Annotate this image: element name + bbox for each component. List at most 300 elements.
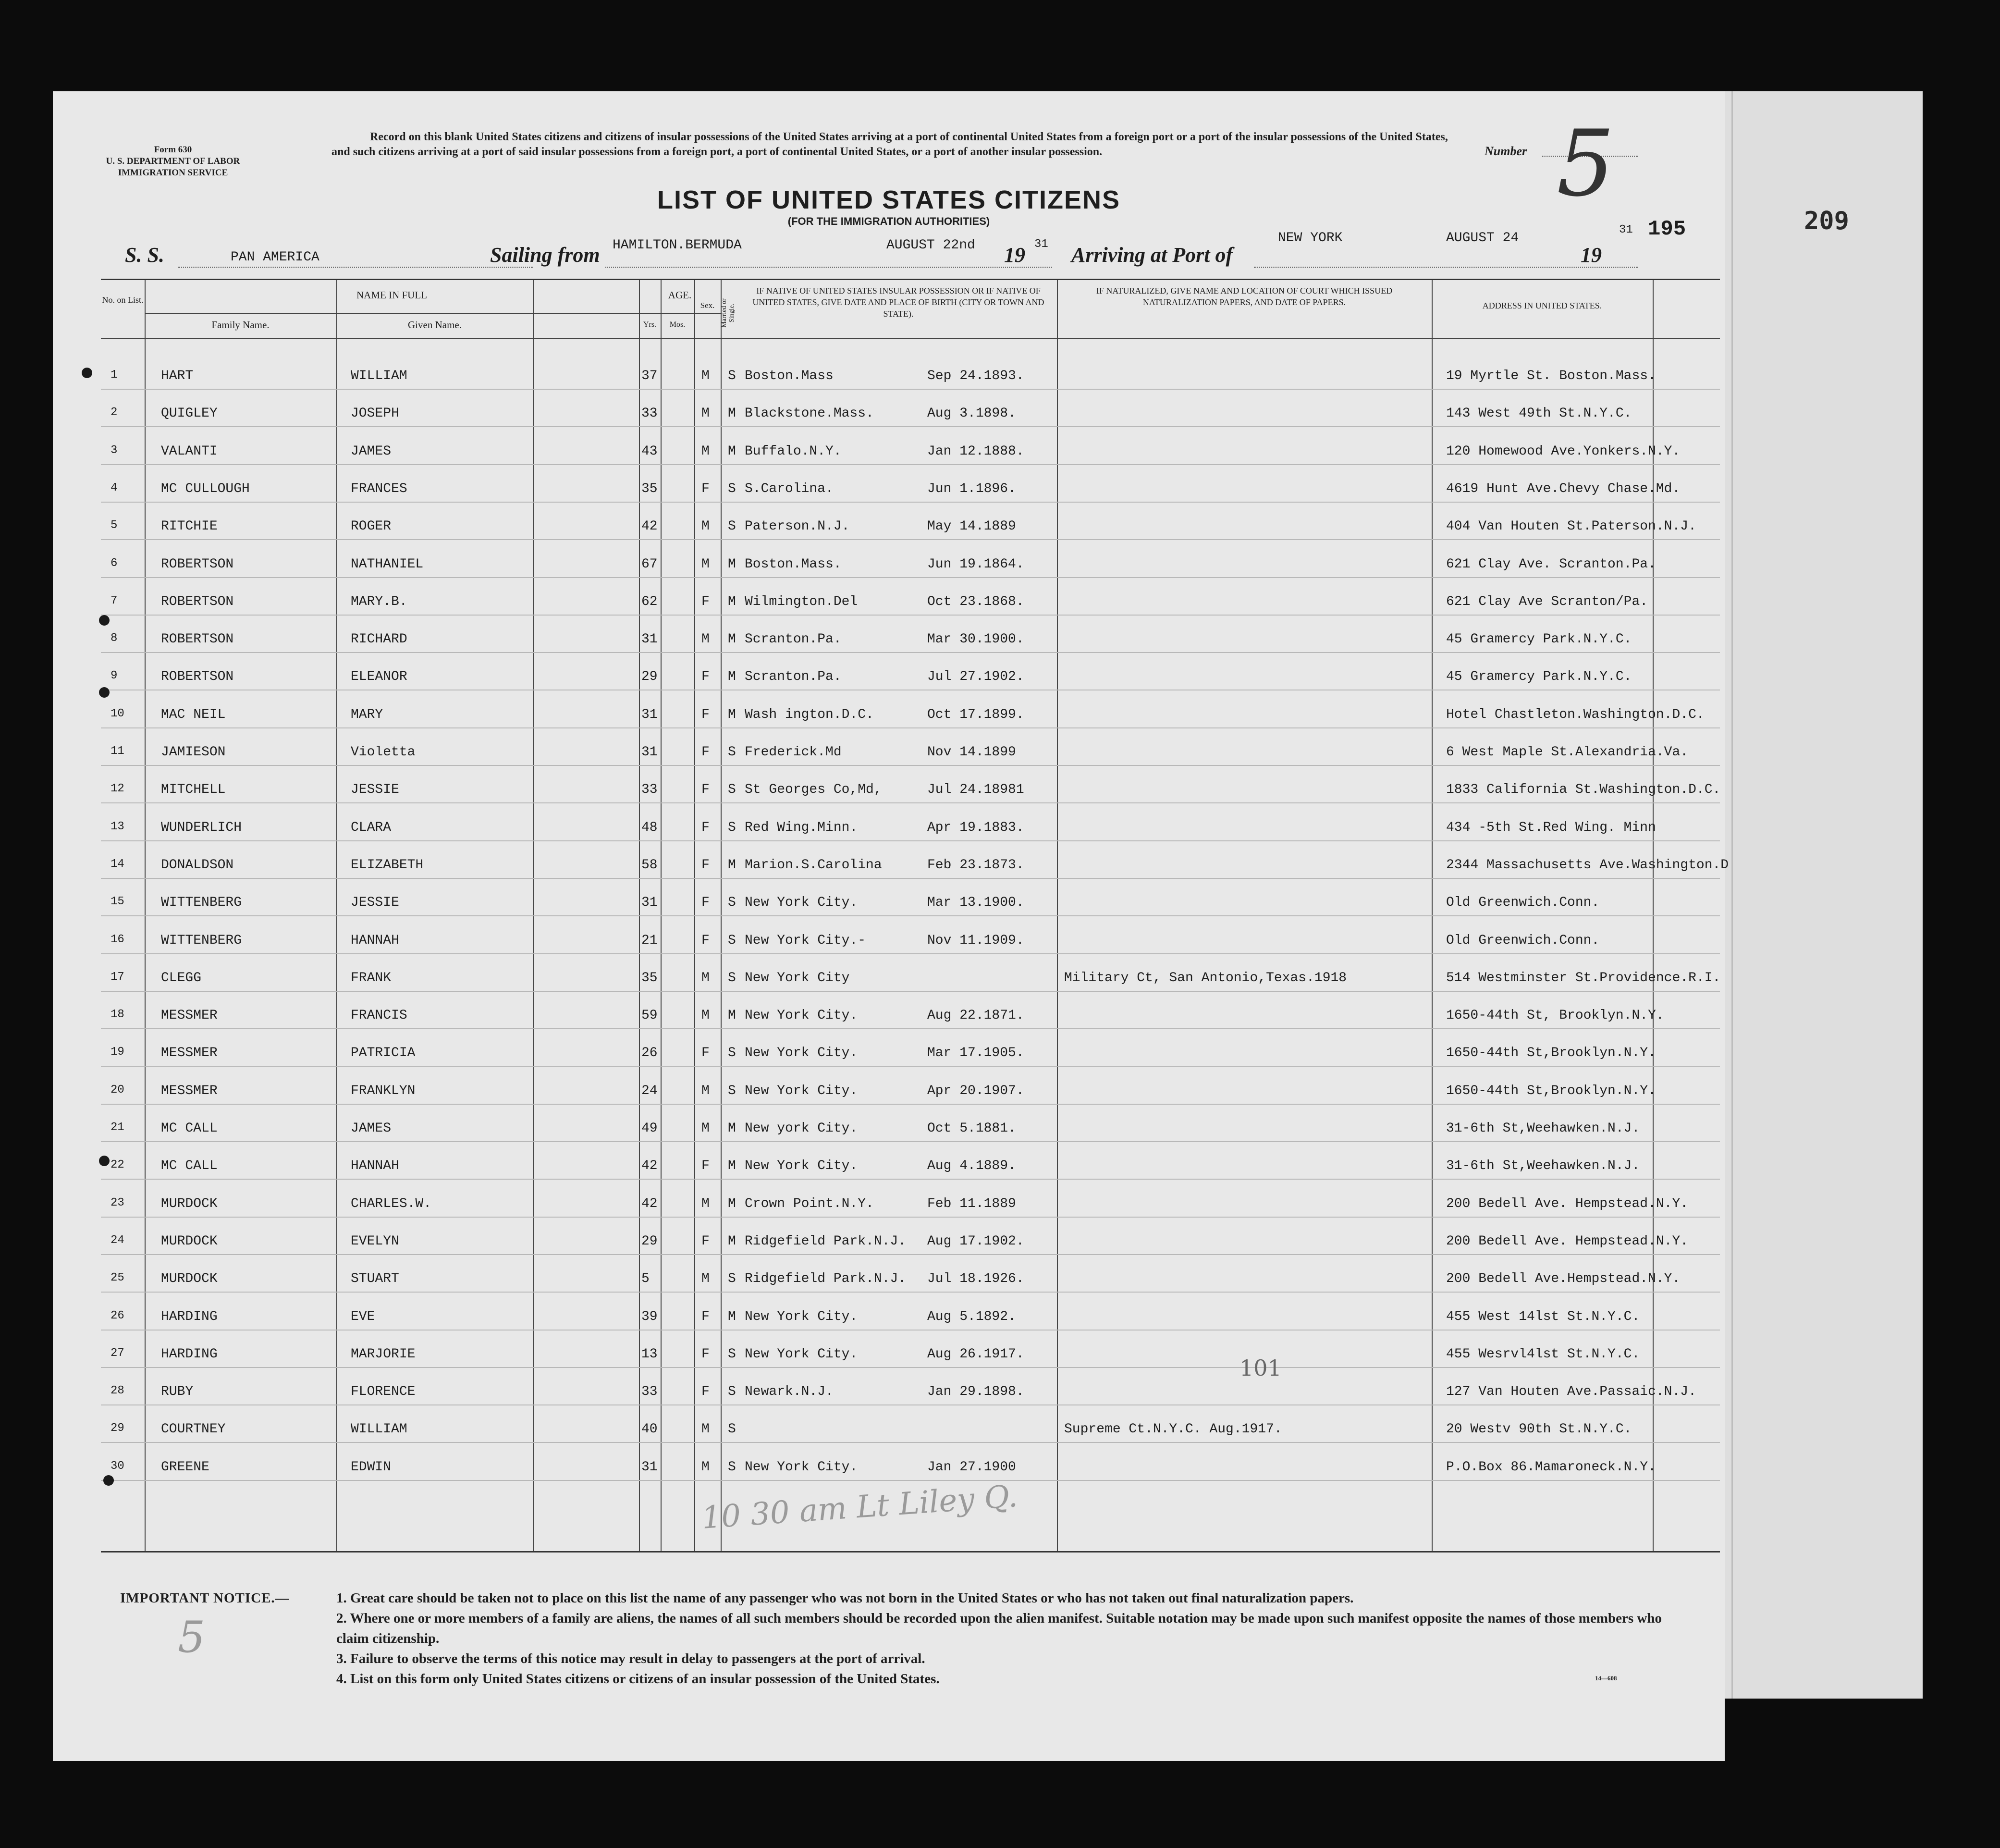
- birth-place: Scranton.Pa.: [745, 669, 842, 685]
- given-name: FRANK: [351, 970, 392, 986]
- family-name: MC CALL: [161, 1121, 218, 1136]
- sex: M: [701, 1083, 710, 1098]
- family-name: CLEGG: [161, 970, 202, 986]
- age-years: 31: [641, 1459, 658, 1475]
- birth-date: Feb 23.1873.: [927, 857, 1024, 873]
- age-years: 24: [641, 1083, 658, 1098]
- row-number: 21: [110, 1121, 124, 1134]
- sailing-from: HAMILTON.BERMUDA: [613, 238, 742, 253]
- marital-status: M: [728, 444, 736, 459]
- birth-date: Oct 17.1899.: [927, 707, 1024, 722]
- given-name: JAMES: [351, 1121, 392, 1136]
- family-name: VALANTI: [161, 444, 218, 459]
- sex: M: [701, 1271, 710, 1287]
- sex: F: [701, 707, 710, 722]
- age-years: 29: [641, 669, 658, 685]
- given-name: MARY: [351, 707, 383, 722]
- birth-date: Aug 3.1898.: [927, 406, 1016, 421]
- birth-date: Aug 22.1871.: [927, 1008, 1024, 1023]
- notice-item-3: 3. Failure to observe the terms of this notice may result in delay to passengers at the port of arrival.: [336, 1651, 925, 1666]
- birth-date: May 14.1889: [927, 519, 1016, 534]
- address: 200 Bedell Ave. Hempstead.N.Y.: [1446, 1196, 1689, 1211]
- given-name: JESSIE: [351, 782, 399, 798]
- table-row: [101, 879, 1720, 916]
- table-row: [101, 428, 1720, 465]
- form-code: 14—608: [1595, 1675, 1617, 1682]
- table-row: [101, 841, 1729, 879]
- birth-place: Wilmington.Del: [745, 594, 858, 609]
- sex: M: [701, 1008, 710, 1023]
- family-name: MESSMER: [161, 1083, 218, 1098]
- form-number: Form 630: [154, 145, 192, 155]
- address: 514 Westminster St.Providence.R.I.: [1446, 970, 1721, 986]
- age-years: 37: [641, 369, 658, 383]
- page-number-stamp: 209: [1804, 207, 1849, 235]
- row-number: 15: [110, 895, 124, 909]
- birth-date: Apr 20.1907.: [927, 1083, 1024, 1098]
- family-name: HARDING: [161, 1309, 218, 1324]
- address: 45 Gramercy Park.N.Y.C.: [1446, 669, 1632, 685]
- table-row: [101, 992, 1720, 1029]
- sex: M: [701, 406, 710, 421]
- given-name: JAMES: [351, 444, 392, 459]
- notice-item-2: 2. Where one or more members of a family are aliens, the names of all such members should be recorded upon the alien manifest. Suitable notation may be made upon such manifest opposite the names of those members who claim citizenship.: [336, 1611, 1662, 1646]
- age-years: 31: [641, 632, 658, 647]
- age-years: 29: [641, 1233, 658, 1249]
- birth-place: Ridgefield Park.N.J.: [745, 1271, 907, 1287]
- department-name: U. S. DEPARTMENT OF LABOR: [106, 156, 240, 166]
- family-name: GREENE: [161, 1459, 209, 1475]
- birth-place: Ridgefield Park.N.J.: [745, 1233, 907, 1249]
- birth-place: Newark.N.J.: [745, 1384, 834, 1400]
- sex: M: [701, 444, 710, 459]
- row-number: 25: [110, 1271, 124, 1285]
- punch-hole: [82, 368, 92, 378]
- year-suffix-1: 31: [1034, 238, 1048, 251]
- age-years: 5: [641, 1271, 650, 1287]
- family-name: WUNDERLICH: [161, 820, 242, 835]
- row-number: 19: [110, 1046, 124, 1059]
- family-name: ROBERTSON: [161, 594, 234, 609]
- marital-status: M: [728, 406, 736, 421]
- table-row: [101, 1218, 1720, 1255]
- birth-date: Jun 19.1864.: [927, 556, 1024, 572]
- marital-status: S: [728, 1046, 736, 1061]
- sex: M: [701, 369, 710, 383]
- birth-place: Frederick.Md: [745, 745, 842, 760]
- manifest-sheet: [53, 91, 1729, 1761]
- age-years: 33: [641, 1384, 658, 1400]
- given-name: HANNAH: [351, 933, 399, 948]
- table-row: [101, 1293, 1720, 1331]
- birth-date: Sep 24.1893.: [927, 369, 1024, 383]
- table-row: [101, 1331, 1720, 1368]
- row-number: 24: [110, 1233, 124, 1247]
- marital-status: S: [728, 1271, 736, 1287]
- age-years: 31: [641, 707, 658, 722]
- year-prefix-1: 19: [1004, 243, 1025, 267]
- row-number: 18: [110, 1008, 124, 1022]
- birth-place: Wash ington.D.C.: [745, 707, 874, 722]
- back-sheet: [1715, 91, 1923, 1699]
- table-row: [101, 1029, 1720, 1067]
- sex: M: [701, 1459, 710, 1475]
- table-row: [101, 653, 1720, 690]
- birth-place: New York City.: [745, 1008, 858, 1023]
- col-given-name: Given Name.: [408, 319, 462, 331]
- birth-date: Nov 14.1899: [927, 745, 1016, 760]
- row-number: 13: [110, 820, 124, 833]
- family-name: DONALDSON: [161, 857, 234, 873]
- row-number: 28: [110, 1384, 124, 1398]
- table-row: [101, 804, 1720, 841]
- address: Hotel Chastleton.Washington.D.C.: [1446, 707, 1705, 722]
- address: 45 Gramercy Park.N.Y.C.: [1446, 632, 1632, 647]
- sex: F: [701, 1384, 710, 1400]
- birth-date: Mar 13.1900.: [927, 895, 1024, 911]
- sex: F: [701, 1158, 710, 1174]
- col-address: ADDRESS IN UNITED STATES.: [1482, 301, 1602, 310]
- sex: F: [701, 594, 710, 609]
- naturalization: Military Ct, San Antonio,Texas.1918: [1064, 970, 1347, 986]
- arrive-date: AUGUST 24: [1446, 231, 1519, 246]
- handwritten-note: 10 30 am Lt Liley Q.: [700, 1478, 1019, 1536]
- birth-place: New York City.: [745, 1046, 858, 1061]
- birth-date: Jul 24.18981: [927, 782, 1024, 798]
- age-years: 48: [641, 820, 658, 835]
- birth-place: Crown Point.N.Y.: [745, 1196, 874, 1211]
- sex: M: [701, 632, 710, 647]
- family-name: ROBERTSON: [161, 556, 234, 572]
- given-name: MARJORIE: [351, 1346, 416, 1362]
- marital-status: M: [728, 707, 736, 722]
- stamp-number: 195: [1648, 217, 1686, 241]
- sex: F: [701, 481, 710, 496]
- address: 434 -5th St.Red Wing. Minn: [1446, 820, 1656, 835]
- birth-place: S.Carolina.: [745, 481, 834, 496]
- birth-date: Mar 30.1900.: [927, 632, 1024, 647]
- sex: F: [701, 820, 710, 835]
- ship-name-line: [178, 267, 533, 268]
- margin-mark: 5: [178, 1612, 206, 1663]
- age-years: 31: [641, 895, 658, 911]
- marital-status: M: [728, 1309, 736, 1324]
- marital-status: S: [728, 1422, 736, 1437]
- address: 1650-44th St, Brooklyn.N.Y.: [1446, 1008, 1664, 1023]
- row-number: 1: [110, 369, 118, 382]
- row-number: 9: [110, 669, 118, 683]
- age-years: 42: [641, 519, 658, 534]
- row-number: 26: [110, 1309, 124, 1322]
- address: 1650-44th St,Brooklyn.N.Y.: [1446, 1083, 1656, 1098]
- birth-place: Blackstone.Mass.: [745, 406, 874, 421]
- form-block: [86, 144, 259, 179]
- given-name: ROGER: [351, 519, 392, 534]
- table-row: [101, 578, 1720, 616]
- given-name: FRANCIS: [351, 1008, 407, 1023]
- table-row: [101, 1105, 1720, 1142]
- marital-status: S: [728, 820, 736, 835]
- given-name: RICHARD: [351, 632, 407, 647]
- sex: M: [701, 970, 710, 986]
- age-years: 13: [641, 1346, 658, 1362]
- depart-date: AUGUST 22nd: [886, 238, 975, 253]
- age-years: 67: [641, 556, 658, 572]
- marital-status: S: [728, 895, 736, 911]
- sex: F: [701, 782, 710, 798]
- table-row: [101, 917, 1720, 954]
- birth-date: Aug 5.1892.: [927, 1309, 1016, 1324]
- given-name: FLORENCE: [351, 1384, 416, 1400]
- row-number: 16: [110, 933, 124, 946]
- birth-place: Scranton.Pa.: [745, 632, 842, 647]
- sex: M: [701, 1121, 710, 1136]
- age-years: 33: [641, 782, 658, 798]
- year-suffix-2: 31: [1619, 223, 1633, 236]
- birth-place: New york City.: [745, 1121, 858, 1136]
- address: 1650-44th St,Brooklyn.N.Y.: [1446, 1046, 1656, 1061]
- row-number: 22: [110, 1158, 124, 1172]
- punch-hole: [103, 1475, 114, 1486]
- col-mos: Mos.: [669, 320, 686, 329]
- birth-place: Paterson.N.J.: [745, 519, 850, 534]
- age-years: 35: [641, 970, 658, 986]
- family-name: ROBERTSON: [161, 632, 234, 647]
- notice-item-1: 1. Great care should be taken not to place on this list the name of any passenger who was not born in the United States or who has not taken out final naturalization papers.: [336, 1590, 1354, 1606]
- table-row: [101, 1405, 1720, 1443]
- sex: F: [701, 669, 710, 685]
- marital-status: M: [728, 556, 736, 572]
- address: 455 Wesrvl4lst St.N.Y.C.: [1446, 1346, 1640, 1362]
- marital-status: M: [728, 1158, 736, 1174]
- table-row: [101, 1180, 1720, 1218]
- col-naturalized: IF NATURALIZED, GIVE NAME AND LOCATION OF COURT WHICH ISSUED NATURALIZATION PAPERS, AND DATE OF PAPERS.: [1096, 286, 1393, 307]
- birth-place: New York City: [745, 970, 850, 986]
- family-name: WITTENBERG: [161, 895, 242, 911]
- marital-status: M: [728, 857, 736, 873]
- row-number: 11: [110, 745, 124, 758]
- given-name: CHARLES.W.: [351, 1196, 432, 1211]
- given-name: CLARA: [351, 820, 392, 835]
- marital-status: S: [728, 1083, 736, 1098]
- marital-status: S: [728, 1346, 736, 1362]
- family-name: ROBERTSON: [161, 669, 234, 685]
- birth-date: Mar 17.1905.: [927, 1046, 1024, 1061]
- table-row: [101, 691, 1720, 728]
- table-row: [101, 766, 1720, 803]
- age-years: 62: [641, 594, 658, 609]
- family-name: WITTENBERG: [161, 933, 242, 948]
- table-row: [101, 616, 1720, 653]
- birth-date: Aug 26.1917.: [927, 1346, 1024, 1362]
- birth-date: Jun 1.1896.: [927, 481, 1016, 496]
- marital-status: M: [728, 669, 736, 685]
- col-yrs: Yrs.: [643, 320, 657, 329]
- birth-place: Red Wing.Minn.: [745, 820, 858, 835]
- family-name: JAMIESON: [161, 745, 226, 760]
- marital-status: S: [728, 782, 736, 798]
- birth-date: Apr 19.1883.: [927, 820, 1024, 835]
- table-row: [101, 390, 1720, 427]
- table-row: [101, 465, 1720, 503]
- sex: M: [701, 1196, 710, 1211]
- birth-date: Feb 11.1889: [927, 1196, 1016, 1211]
- sex: F: [701, 1046, 710, 1061]
- address: Old Greenwich.Conn.: [1446, 933, 1600, 948]
- family-name: MAC NEIL: [161, 707, 226, 722]
- marital-status: M: [728, 1196, 736, 1211]
- col-name-in-full: NAME IN FULL: [356, 289, 427, 301]
- sex: F: [701, 1233, 710, 1249]
- family-name: HART: [161, 369, 194, 383]
- family-name: RITCHIE: [161, 519, 218, 534]
- family-name: MC CALL: [161, 1158, 218, 1174]
- row-number: 2: [110, 406, 118, 419]
- birth-place: St Georges Co,Md,: [745, 782, 882, 798]
- given-name: STUART: [351, 1271, 399, 1287]
- stamp-101: 101: [1239, 1355, 1282, 1381]
- age-years: 33: [641, 406, 658, 421]
- family-name: MURDOCK: [161, 1196, 218, 1211]
- address: 20 Westv 90th St.N.Y.C.: [1446, 1422, 1632, 1437]
- row-number: 12: [110, 782, 124, 796]
- age-years: 59: [641, 1008, 658, 1023]
- marital-status: M: [728, 632, 736, 647]
- row-number: 6: [110, 556, 118, 570]
- birth-place: Boston.Mass: [745, 369, 834, 383]
- birth-place: New York City.: [745, 1083, 858, 1098]
- address: 127 Van Houten Ave.Passaic.N.J.: [1446, 1384, 1696, 1400]
- instruction-text: Record on this blank United States citizens and citizens of insular possessions of the United States arriving at a port of continental United States from a foreign port or a port of the insular possessions of the United States, and such citizens arriving at a port of said insular possessions from a foreign port, a port of continental United States, or a port of another insular possession.: [331, 131, 1448, 158]
- marital-status: S: [728, 970, 736, 986]
- birth-date: Oct 23.1868.: [927, 594, 1024, 609]
- row-number: 20: [110, 1083, 124, 1096]
- row-number: 30: [110, 1459, 124, 1473]
- given-name: EVE: [351, 1309, 375, 1324]
- given-name: HANNAH: [351, 1158, 399, 1174]
- address: 2344 Massachusetts Ave.Washington.D: [1446, 857, 1729, 873]
- age-years: 39: [641, 1309, 658, 1324]
- age-years: 42: [641, 1196, 658, 1211]
- address: 621 Clay Ave. Scranton.Pa.: [1446, 556, 1656, 572]
- family-name: COURTNEY: [161, 1422, 226, 1437]
- page-title: LIST OF UNITED STATES CITIZENS: [657, 185, 1120, 214]
- number-value: 5: [1557, 111, 1615, 217]
- given-name: EVELYN: [351, 1233, 399, 1249]
- marital-status: S: [728, 933, 736, 948]
- naturalization: Supreme Ct.N.Y.C. Aug.1917.: [1064, 1422, 1282, 1437]
- family-name: QUIGLEY: [161, 406, 218, 421]
- sex: F: [701, 857, 710, 873]
- table-row: [101, 1067, 1720, 1105]
- table-row: [101, 1443, 1720, 1481]
- address: 31-6th St,Weehawken.N.J.: [1446, 1121, 1640, 1136]
- ss-label: S. S.: [125, 243, 164, 267]
- row-number: 29: [110, 1422, 124, 1435]
- birth-place: New York City.: [745, 1346, 858, 1362]
- family-name: HARDING: [161, 1346, 218, 1362]
- birth-place: New York City.: [745, 1158, 858, 1174]
- sex: F: [701, 895, 710, 911]
- row-number: 17: [110, 970, 124, 984]
- address: 455 West 14lst St.N.Y.C.: [1446, 1309, 1640, 1324]
- birth-date: Oct 5.1881.: [927, 1121, 1016, 1136]
- service-name: IMMIGRATION SERVICE: [118, 168, 228, 178]
- table-row: [101, 728, 1720, 766]
- given-name: WILLIAM: [351, 369, 407, 383]
- sex: M: [701, 519, 710, 534]
- birth-place: Marion.S.Carolina: [745, 857, 882, 873]
- marital-status: S: [728, 745, 736, 760]
- given-name: JESSIE: [351, 895, 399, 911]
- arriving-port: NEW YORK: [1278, 231, 1343, 246]
- address: 143 West 49th St.N.Y.C.: [1446, 406, 1632, 421]
- col-birth: IF NATIVE OF UNITED STATES INSULAR POSSESSION OR IF NATIVE OF UNITED STATES, GIVE DATE AND PLACE OF BIRTH (CITY OR TOWN AND STATE).: [752, 286, 1044, 319]
- col-age: AGE.: [668, 289, 692, 301]
- age-years: 49: [641, 1121, 658, 1136]
- family-name: MC CULLOUGH: [161, 481, 250, 496]
- marital-status: S: [728, 1459, 736, 1475]
- birth-date: Jan 29.1898.: [927, 1384, 1024, 1400]
- sex: M: [701, 556, 710, 572]
- age-years: 40: [641, 1422, 658, 1437]
- given-name: MARY.B.: [351, 594, 407, 609]
- family-name: MITCHELL: [161, 782, 226, 798]
- row-number: 4: [110, 481, 118, 494]
- address: 404 Van Houten St.Paterson.N.J.: [1446, 519, 1696, 534]
- row-number: 7: [110, 594, 118, 607]
- address: 621 Clay Ave Scranton/Pa.: [1446, 594, 1648, 609]
- address: 19 Myrtle St. Boston.Mass.: [1446, 369, 1656, 383]
- sex: M: [701, 1422, 710, 1437]
- notice-heading: IMPORTANT NOTICE.—: [120, 1590, 290, 1606]
- birth-date: Jan 12.1888.: [927, 444, 1024, 459]
- age-years: 21: [641, 933, 658, 948]
- table-row: [101, 1255, 1720, 1293]
- punch-hole: [99, 687, 110, 698]
- marital-status: M: [728, 1233, 736, 1249]
- birth-place: New York City.: [745, 1459, 858, 1475]
- punch-hole: [99, 1156, 110, 1166]
- row-number: 14: [110, 857, 124, 871]
- birth-date: Aug 4.1889.: [927, 1158, 1016, 1174]
- age-years: 35: [641, 481, 658, 496]
- col-married: Married or Single.: [721, 298, 736, 328]
- number-label: Number: [1485, 144, 1527, 158]
- page-subtitle: (FOR THE IMMIGRATION AUTHORITIES): [787, 215, 990, 227]
- age-years: 26: [641, 1046, 658, 1061]
- marital-status: M: [728, 594, 736, 609]
- address: Old Greenwich.Conn.: [1446, 895, 1600, 911]
- sex: F: [701, 745, 710, 760]
- row-number: 23: [110, 1196, 124, 1209]
- age-years: 42: [641, 1158, 658, 1174]
- birth-date: Jul 27.1902.: [927, 669, 1024, 685]
- table-row: [101, 954, 1720, 992]
- given-name: WILLIAM: [351, 1422, 407, 1437]
- given-name: FRANKLYN: [351, 1083, 416, 1098]
- marital-status: S: [728, 481, 736, 496]
- sailing-label: Sailing from: [490, 243, 600, 267]
- sex: F: [701, 1309, 710, 1324]
- address: P.O.Box 86.Mamaroneck.N.Y.: [1446, 1459, 1656, 1475]
- address: 1833 California St.Washington.D.C.: [1446, 782, 1721, 798]
- row-number: 27: [110, 1346, 124, 1360]
- birth-date: Jan 27.1900: [927, 1459, 1016, 1475]
- col-family-name: Family Name.: [211, 319, 270, 331]
- passenger-table: [101, 279, 1729, 1552]
- given-name: JOSEPH: [351, 406, 399, 421]
